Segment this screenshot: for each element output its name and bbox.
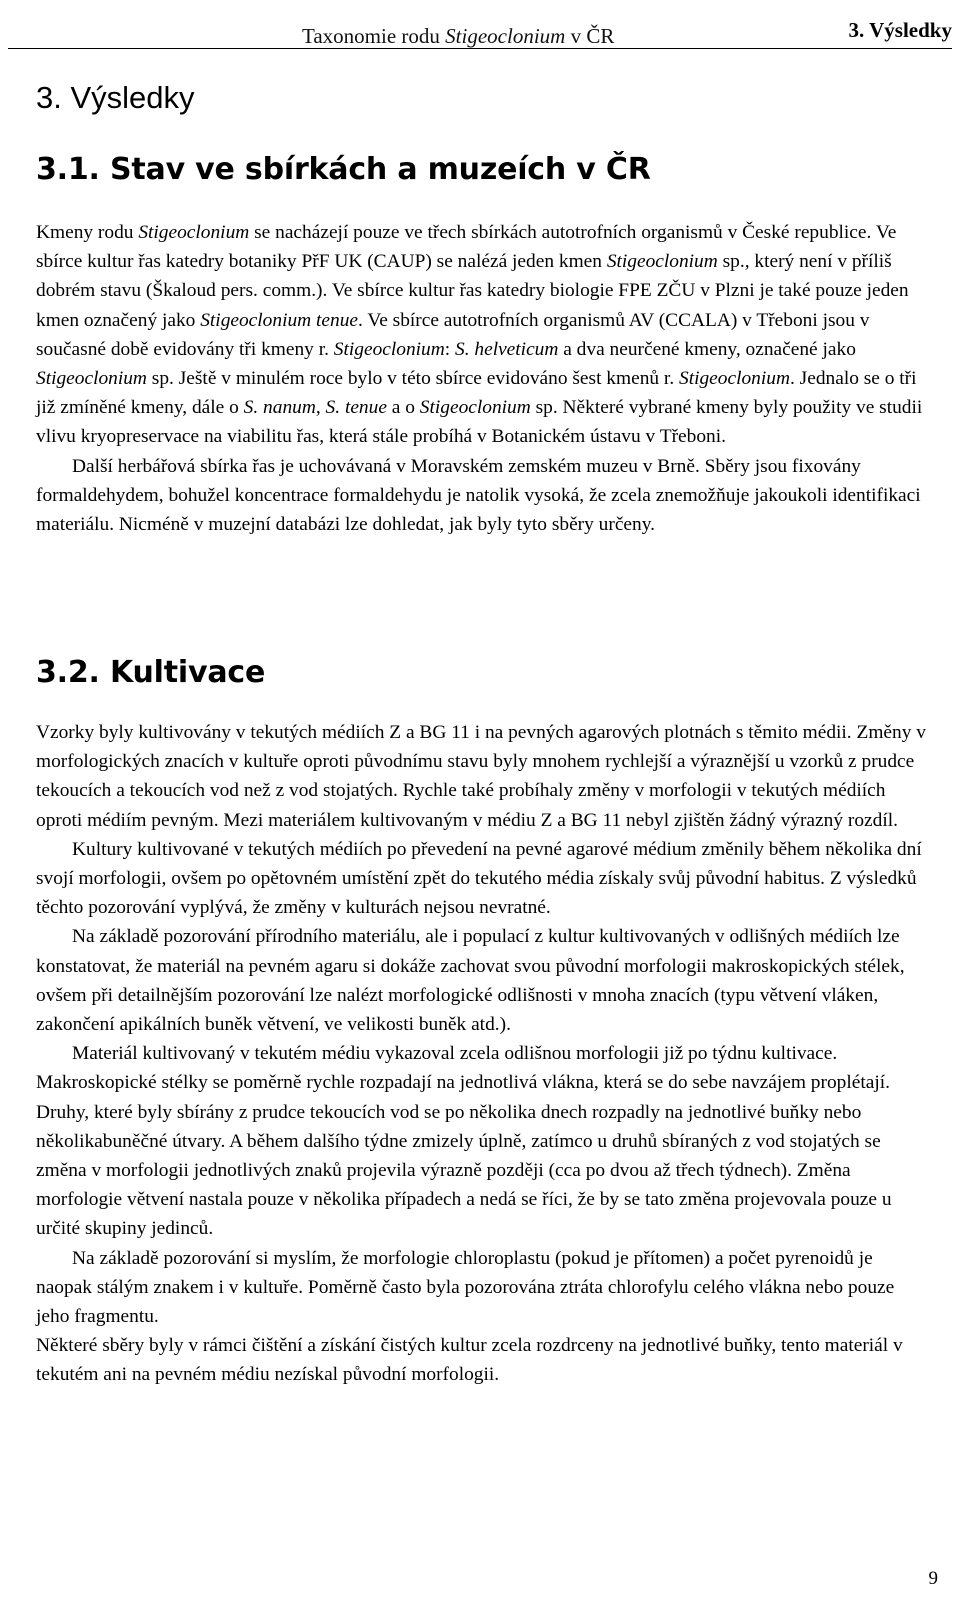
paragraph <box>36 218 926 452</box>
text-run: . Jednalo se o tři již zmíněné kmeny, dále o <box>36 368 917 419</box>
taxon-name: Stigeoclonium <box>606 251 718 273</box>
taxon-name: S. helveticum <box>455 338 559 360</box>
text-run: Další herbářová sbírka řas je uchovávaná v Moravském zemském muzeu v Brně. Sběry jsou fixovány formaldehydem, bohužel koncentrace formaldehydu je natolik vysoká, že zcela znemožňuje jakoukoli identifikaci materiálu. Nicméně v muzejní databázi lze dohledat, jak byly tyto sběry určeny. <box>36 455 921 536</box>
running-header-section: 3. Výsledky <box>848 18 952 42</box>
paragraph <box>36 452 926 540</box>
taxon-name: S. nanum <box>243 397 316 419</box>
text-run: . Ve sbírce autotrofních organismů AV (CCALA) v Třeboni jsou v současné době evidovány tři kmeny r. <box>36 309 870 360</box>
paragraph: Vzorky byly kultivovány v tekutých médiích Z a BG 11 i na pevných agarových plotnách s těmito médii. Změny v morfologických znacích v kultuře oproti původnímu stavu byly mnohem rychlejší a výraznější u vzorků z prudce tekoucích a tekoucích vod než z vod stojatých. Rychle také probíhaly změny v morfologii v tekutých médiích oproti médiím pevným. Mezi materiálem kultivovaným v médiu Z a BG 11 nebyl zjištěn žádný výrazný rozdíl. <box>36 722 926 831</box>
text-run: sp. Některé vybrané kmeny byly použity ve studii vlivu kryopreservace na viabilitu řas, která stále probíhá v Botanickém ústavu v Třeboni. <box>36 397 923 448</box>
section-body-3-1 <box>36 218 926 539</box>
text-run: se nacházejí pouze ve třech sbírkách autotrofních organismů v České republice. Ve sbírce kultur řas katedry botaniky PřF UK (CAUP) se nalézá jeden kmen <box>36 222 897 273</box>
section-body-3-2 <box>36 718 926 1390</box>
header-title-suffix: v ČR <box>565 24 615 48</box>
text-run: sp., který není v příliš dobrém stavu (Škaloud pers. comm.). Ve sbírce kultur řas katedry biologie FPE ZČU v Plzni je také pouze jeden kmen označený jako <box>36 251 909 331</box>
text-run: a o <box>386 397 420 419</box>
text-run: : <box>444 338 455 360</box>
paragraph: Materiál kultivovaný v tekutém médiu vykazoval zcela odlišnou morfologii již po týdnu kultivace. Makroskopické stélky se poměrně rychle rozpadají na jednotlivá vlákna, která se do sebe navzájem proplétají. Druhy, které byly sbírány z prudce tekoucích vod se po několika dnech rozpadly na jednotlivé buňky nebo několikabuněčné útvary. A během dalšího týdne zmizely úplně, zatímco u druhů sbíraných z vod stojatých se změna v morfologii jednotlivých znaků projevila výrazně později (cca po dvou až třech týdnech). Změna morfologie větvení nastala pouze v několika případech a nedá se říci, že by se tato změna projevovala pouze u určité skupiny jedinců. <box>36 1043 892 1240</box>
text-run: , <box>315 397 326 419</box>
paragraph: Některé sběry byly v rámci čištění a získání čistých kultur zcela rozdrceny na jednotlivé buňky, tento materiál v tekutém ani na pevném médiu nezískal původní morfologii. <box>36 1335 903 1386</box>
taxon-name: Stigeoclonium <box>333 338 445 360</box>
text-run: a dva neurčené kmeny, označené jako <box>558 338 856 360</box>
section-heading-3-2: 3.2. Kultivace <box>36 655 266 690</box>
taxon-name: Stigeoclonium <box>679 368 790 390</box>
text-run: Kmeny rodu <box>36 222 139 243</box>
paragraph: Na základě pozorování přírodního materiálu, ale i populací z kultur kultivovaných v odlišných médiích lze konstatovat, že materiál na pevném agaru si dokáže zachovat svou původní morfologii makroskopických stélek, ovšem při detailnějším pozorování lze nalézt morfologické odlišnosti v mnoha znacích (typu větvení vláken, zakončení apikálních buněk větvení, ve velikosti buněk atd.). <box>36 926 905 1036</box>
running-header-title <box>302 24 614 49</box>
header-title-genus: Stigeoclonium <box>445 24 566 48</box>
section-heading-3-1: 3.1. Stav ve sbírkách a muzeích v ČR <box>36 152 651 187</box>
running-header <box>8 18 952 49</box>
taxon-name: Stigeoclonium tenue <box>200 309 358 331</box>
taxon-name: Stigeoclonium <box>419 397 531 419</box>
header-title-prefix: Taxonomie rodu <box>302 24 446 48</box>
text-run: sp. Ještě v minulém roce bylo v této sbírce evidováno šest kmenů r. <box>146 368 680 390</box>
paragraph: Kultury kultivované v tekutých médiích po převedení na pevné agarové médium změnily během několika dní svojí morfologii, ovšem po opětovném umístění zpět do tekutého média získaly svůj původní habitus. Z výsledků těchto pozorování vyplývá, že změny v kulturách nejsou nevratné. <box>36 838 922 919</box>
taxon-name: Stigeoclonium <box>36 368 147 390</box>
taxon-name: Stigeoclonium <box>138 222 250 243</box>
chapter-title: 3. Výsledky <box>36 80 195 115</box>
paragraph: Na základě pozorování si myslím, že morfologie chloroplastu (pokud je přítomen) a počet pyrenoidů je naopak stálým znakem i v kultuře. Poměrně často byla pozorována ztráta chlorofylu celého vlákna nebo pouze jeho fragmentu. <box>36 1247 895 1328</box>
page-number: 9 <box>928 1568 938 1589</box>
taxon-name: S. tenue <box>325 397 387 419</box>
